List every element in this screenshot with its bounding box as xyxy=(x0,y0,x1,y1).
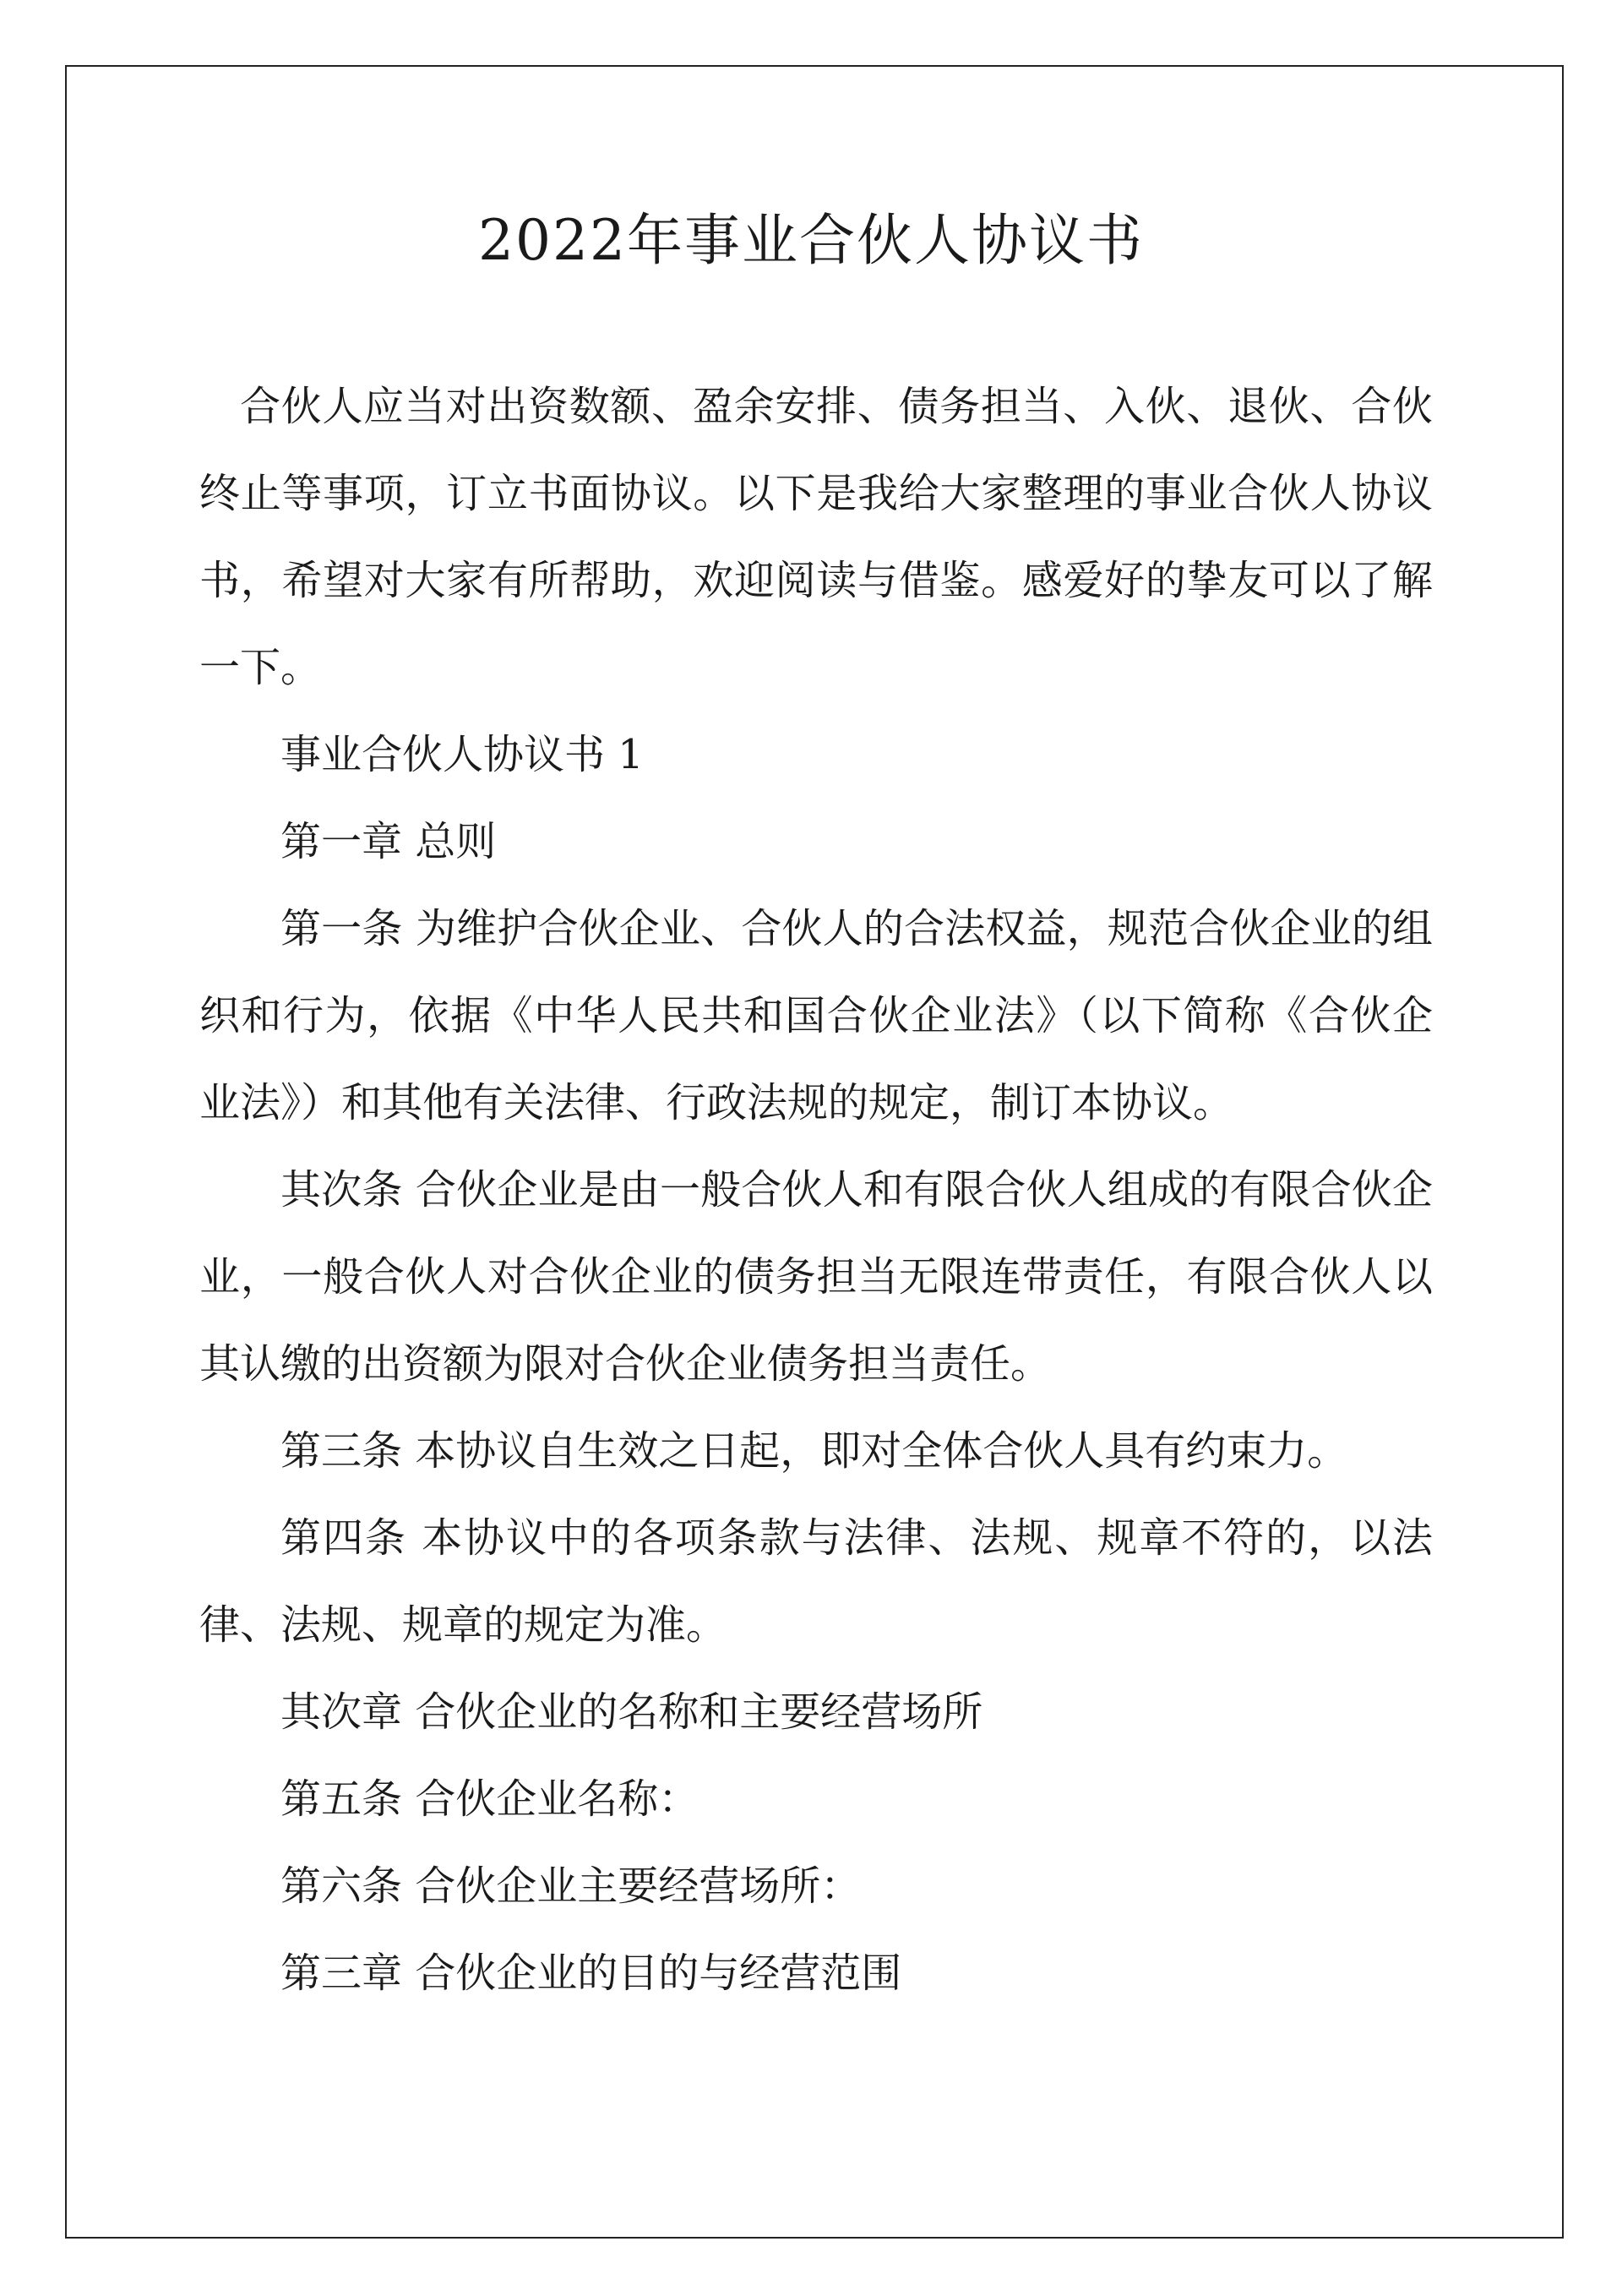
document-title: 2022年事业合伙人协议书 xyxy=(478,208,1144,273)
chapter-heading: 第三章 合伙企业的目的与经营范围 xyxy=(280,1950,902,1997)
chapter-heading: 第一章 总则 xyxy=(280,818,497,865)
intro-paragraph: 合伙人应当对出资数额、盈余安排、债务担当、入伙、退伙、合伙终止等事项，订立书面协议。以下是我给大家整理的事业合伙人协议书，希望对大家有所帮助，欢迎阅读与借鉴。感爱好的挚友可以了解一下。 xyxy=(199,383,1433,691)
chapter-heading: 其次章 合伙企业的名称和主要经营场所 xyxy=(280,1688,983,1736)
article-paragraph: 第三条 本协议自生效之日起，即对全体合伙人具有约束力。 xyxy=(280,1427,1348,1475)
article-paragraph: 第六条 合伙企业主要经营场所： xyxy=(280,1862,862,1910)
article-paragraph: 第四条 本协议中的各项条款与法律、法规、规章不符的，以法律、法规、规章的规定为准。 xyxy=(199,1514,1433,1649)
article-paragraph: 其次条 合伙企业是由一般合伙人和有限合伙人组成的有限合伙企业，一般合伙人对合伙企业的债务担当无限连带责任，有限合伙人以其认缴的出资额为限对合伙企业债务担当责任。 xyxy=(199,1166,1433,1388)
article-paragraph: 第一条 为维护合伙企业、合伙人的合法权益，规范合伙企业的组织和行为，依据《中华人民共和国合伙企业法》（以下简称《合伙企业法》）和其他有关法律、行政法规的规定，制订本协议。 xyxy=(199,905,1433,1126)
document-body xyxy=(199,363,1433,2017)
article-paragraph: 第五条 合伙企业名称： xyxy=(280,1775,699,1823)
section-heading: 事业合伙人协议书 1 xyxy=(280,731,644,778)
